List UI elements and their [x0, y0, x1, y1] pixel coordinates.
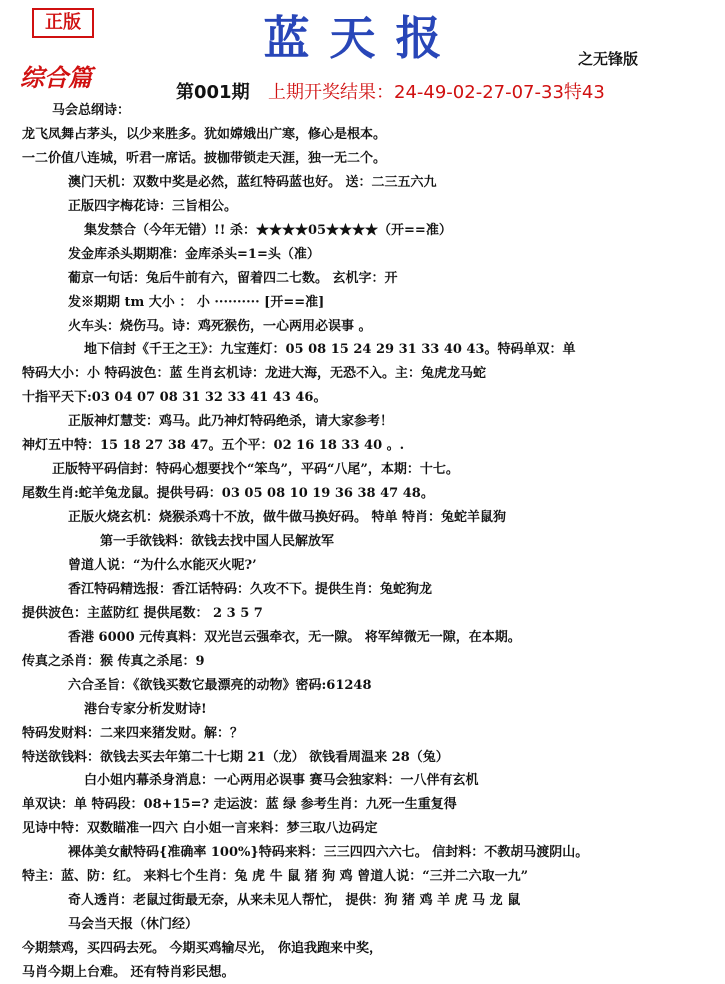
- text-line: 正版特平码信封：特码心想要找个“笨鸟”，平码“八尾”，本期：十七。: [52, 462, 459, 477]
- text-line: 提供波色：主蓝防红 提供尾数： 2 3 5 7: [22, 606, 263, 621]
- text-line: 特主：蓝、防：红。 来料七个生肖：兔 虎 牛 鼠 猪 狗 鸡 曾道人说：“三并二六取一九”: [22, 869, 529, 884]
- text-line: 龙飞凤舞占茅头，以少来胜多。犹如嫦娥出广寒，修心是根本。: [22, 127, 387, 142]
- text-line: 特码发财料：二来四来猪发财。解：？: [22, 726, 244, 741]
- text-line: 第一手欲钱料：欲钱去找中国人民解放军: [100, 534, 335, 549]
- page-title: 蓝天报: [263, 11, 462, 65]
- text-line: 正版四字梅花诗：三旨相公。: [68, 199, 238, 214]
- text-line: 尾数生肖:蛇羊兔龙鼠。提供号码：03 05 08 10 19 36 38 47 48。: [22, 486, 434, 501]
- edition-label: 之无锋版: [578, 50, 639, 68]
- text-line: 特码大小：小 特码波色：蓝 生肖玄机诗：龙进大海，无恐不入。主：兔虎龙马蛇: [22, 366, 487, 381]
- text-line: 裸体美女献特码{准确率 100%}特码来料：三三四四六六七。 信封料：不教胡马渡阴山。: [68, 845, 589, 860]
- last-result: 上期开奖结果：24-49-02-27-07-33特43: [268, 82, 605, 103]
- text-line: 传真之杀肖：猴 传真之杀尾：9: [22, 654, 205, 669]
- text-line: 港台专家分析发财诗!: [84, 702, 207, 717]
- text-line: 特送欲钱料：欲钱去买去年第二十七期 21（龙） 欲钱看周温来 28（兔）: [22, 750, 449, 765]
- text-line: 正版神灯慧芠：鸡马。此乃神灯特码绝杀，请大家参考！: [68, 414, 394, 429]
- text-line: 火车头：烧伤马。诗：鸡死猴伤，一心两用必误事 。: [68, 319, 372, 334]
- text-line: 一二价值八连城，听君一席话。披枷带锁走天涯，独一无二个。: [22, 151, 387, 166]
- text-line: 神灯五中特：15 18 27 38 47。五个平：02 16 18 33 40 。.: [22, 438, 405, 453]
- text-line: 六合圣旨：《欲钱买数它最漂亮的动物》密码:61248: [68, 678, 372, 693]
- text-line: 发金库杀头期期准：金库杀头=1=头（准）: [68, 247, 320, 262]
- section-title: 综合篇: [20, 63, 92, 92]
- text-line: 集发禁合（今年无错）!! 杀：★★★★05★★★★（开==准）: [84, 223, 452, 238]
- text-line: 奇人透肖：老鼠过街最无奈，从来未见人帮忙， 提供：狗 猪 鸡 羊 虎 马 龙 鼠: [68, 893, 521, 908]
- text-line: 十指平天下:03 04 07 08 31 32 33 41 43 46。: [22, 390, 327, 405]
- text-line: 白小姐内幕杀身消息：一心两用必误事 赛马会独家料：一八伴有玄机: [84, 773, 479, 788]
- text-line: 澳门天机：双数中奖是必然，蓝红特码蓝也好。 送：二三五六九: [68, 175, 437, 190]
- text-line: 马会当天报（休门经）: [68, 917, 199, 932]
- text-line: 马会总纲诗：: [52, 103, 131, 118]
- text-line: 单双诀：单 特码段：08+15=? 走运波：蓝 绿 参考生肖：九死一生重复得: [22, 797, 457, 812]
- text-line: 曾道人说：“为什么水能灭火呢?’: [68, 558, 257, 573]
- text-line: 发※期期 tm 大小 ： 小 ·········· [开==准]: [68, 295, 325, 310]
- issue-number: 第001期: [176, 82, 250, 103]
- text-line: 香港 6000 元传真料：双光岂云强牵衣，无一隙。 将军绰微无一隙，在本期。: [68, 630, 521, 645]
- text-line: 正版火烧玄机：烧猴杀鸡十不放，做牛做马换好码。 特单 特肖：兔蛇羊鼠狗: [68, 510, 507, 525]
- text-line: 地下信封《千王之王》：九宝莲灯：05 08 15 24 29 31 33 40 43。特码单双：单: [84, 342, 576, 357]
- text-line: 马肖今期上台难。 还有特肖彩民想。: [22, 965, 235, 980]
- text-line: 香江特码精选报：香江话特码：久攻不下。提供生肖：兔蛇狗龙: [68, 582, 433, 597]
- text-line: 见诗中特：双数瞄准一四六 白小姐一言来料：梦三取八边码定: [22, 821, 378, 836]
- text-line: 今期禁鸡，买四码去死。 今期买鸡输尽光， 你追我跑来中奖，: [22, 941, 383, 956]
- text-line: 葡京一句话：兔后牛前有六，留着四二七数。 玄机字：开: [68, 271, 398, 286]
- edition-stamp: 正版: [32, 8, 94, 38]
